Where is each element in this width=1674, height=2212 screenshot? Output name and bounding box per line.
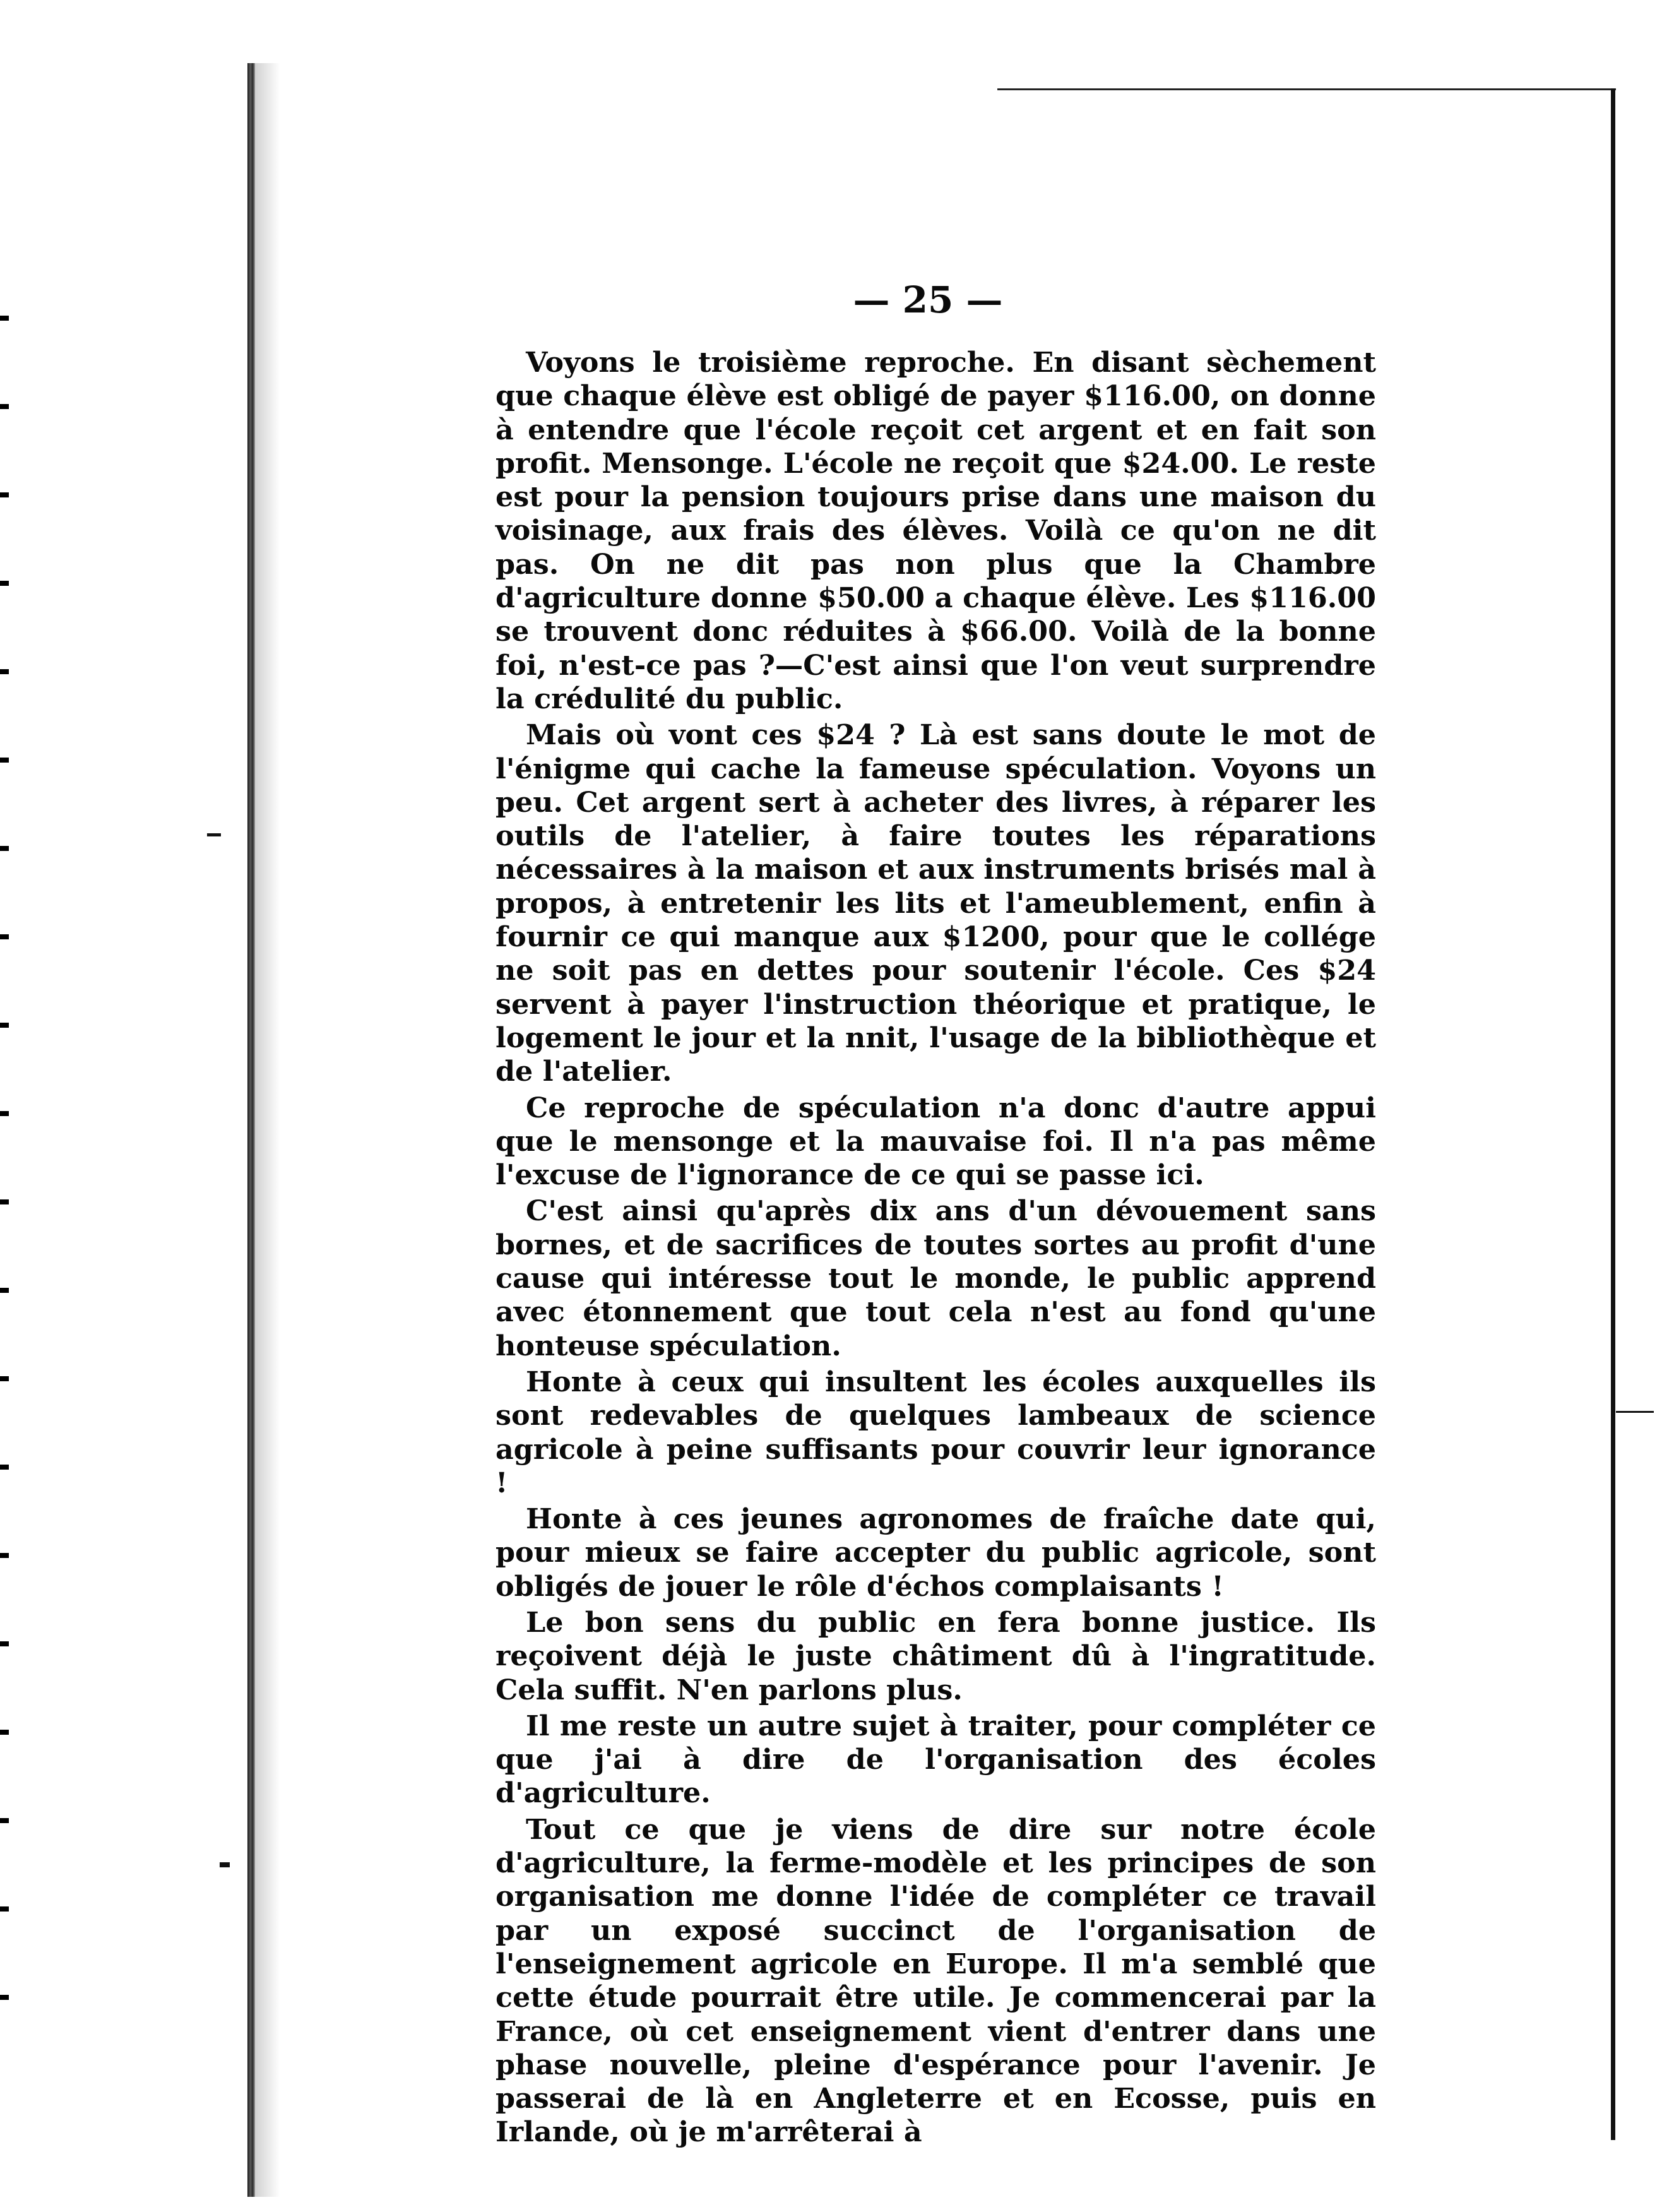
paragraph: Tout ce que je viens de dire sur notre école d'agriculture, la ferme-modèle et les principes de son organisation me donne l'idée de compléter ce travail par un exposé succinct de l'organisation de l'enseignement agricole en Europe. Il m'a semblé que cette étude pourrait être utile. Je commencerai par la France, où cet enseignement vient d'entrer dans une phase nouvelle, pleine d'espérance pour l'avenir. Je passerai de là en Angleterre et en Ecosse, puis en Irlande, où je m'arrêterai à bbox=[496, 1812, 1376, 2149]
paragraph: Il me reste un autre sujet à traiter, pour compléter ce que j'ai à dire de l'organisation des écoles d'agriculture. bbox=[496, 1709, 1376, 1810]
document-body bbox=[496, 346, 1376, 2152]
margin-mark bbox=[220, 1862, 230, 1867]
book-spine-edge bbox=[247, 63, 255, 2197]
paragraph: Ce reproche de spéculation n'a donc d'autre appui que le mensonge et la mauvaise foi. Il n'a pas même l'excuse de l'ignorance de ce qui se passe ici. bbox=[496, 1091, 1376, 1192]
paragraph: C'est ainsi qu'après dix ans d'un dévouement sans bornes, et de sacrifices de toutes sortes au profit d'une cause qui intéresse tout le monde, le public apprend avec étonnement que tout cela n'est au fond qu'une honteuse spéculation. bbox=[496, 1194, 1376, 1362]
margin-mark bbox=[207, 833, 221, 836]
paragraph: Honte à ceux qui insultent les écoles auxquelles ils sont redevables de quelques lambeaux de science agricole à peine suffisants pour couvrir leur ignorance ! bbox=[496, 1365, 1376, 1499]
paragraph: Mais où vont ces $24 ? Là est sans doute le mot de l'énigme qui cache la fameuse spéculation. Voyons un peu. Cet argent sert à acheter des livres, à réparer les outils de l'atelier, à faire toutes les réparations nécessaires à la maison et aux instruments brisés mal à propos, à entretenir les lits et l'ameublement, enfin à fournir ce qui manque aux $1200, pour que le collége ne soit pas en dettes pour soutenir l'école. Ces $24 servent à payer l'instruction théorique et pratique, le logement le jour et la nnit, l'usage de la bibliothèque et de l'atelier. bbox=[496, 718, 1376, 1088]
margin-mark bbox=[1616, 1411, 1654, 1413]
paragraph: Voyons le troisième reproche. En disant sèchement que chaque élève est obligé de payer $116.00, on donne à entendre que l'école reçoit cet argent et en fait son profit. Mensonge. L'école ne reçoit que $24.00. Le reste est pour la pension toujours prise dans une maison du voisinage, aux frais des élèves. Voilà ce qu'on ne dit pas. On ne dit pas non plus que la Chambre d'agriculture donne $50.00 a chaque élève. Les $116.00 se trouvent donc réduites à $66.00. Voilà de la bonne foi, n'est-ce pas ?—C'est ainsi que l'on veut surprendre la crédulité du public. bbox=[496, 346, 1376, 715]
page-top-edge bbox=[997, 88, 1616, 90]
page-number: — 25 — bbox=[853, 278, 1003, 321]
spine-shadow bbox=[255, 63, 280, 2197]
page-right-edge bbox=[1611, 88, 1615, 2140]
paragraph: Honte à ces jeunes agronomes de fraîche date qui, pour mieux se faire accepter du public agricole, sont obligés de jouer le rôle d'échos complaisants ! bbox=[496, 1502, 1376, 1603]
scanner-edge-marks bbox=[0, 316, 9, 2020]
paragraph: Le bon sens du public en fera bonne justice. Ils reçoivent déjà le juste châtiment dû à l'ingratitude. Cela suffit. N'en parlons plus. bbox=[496, 1605, 1376, 1706]
